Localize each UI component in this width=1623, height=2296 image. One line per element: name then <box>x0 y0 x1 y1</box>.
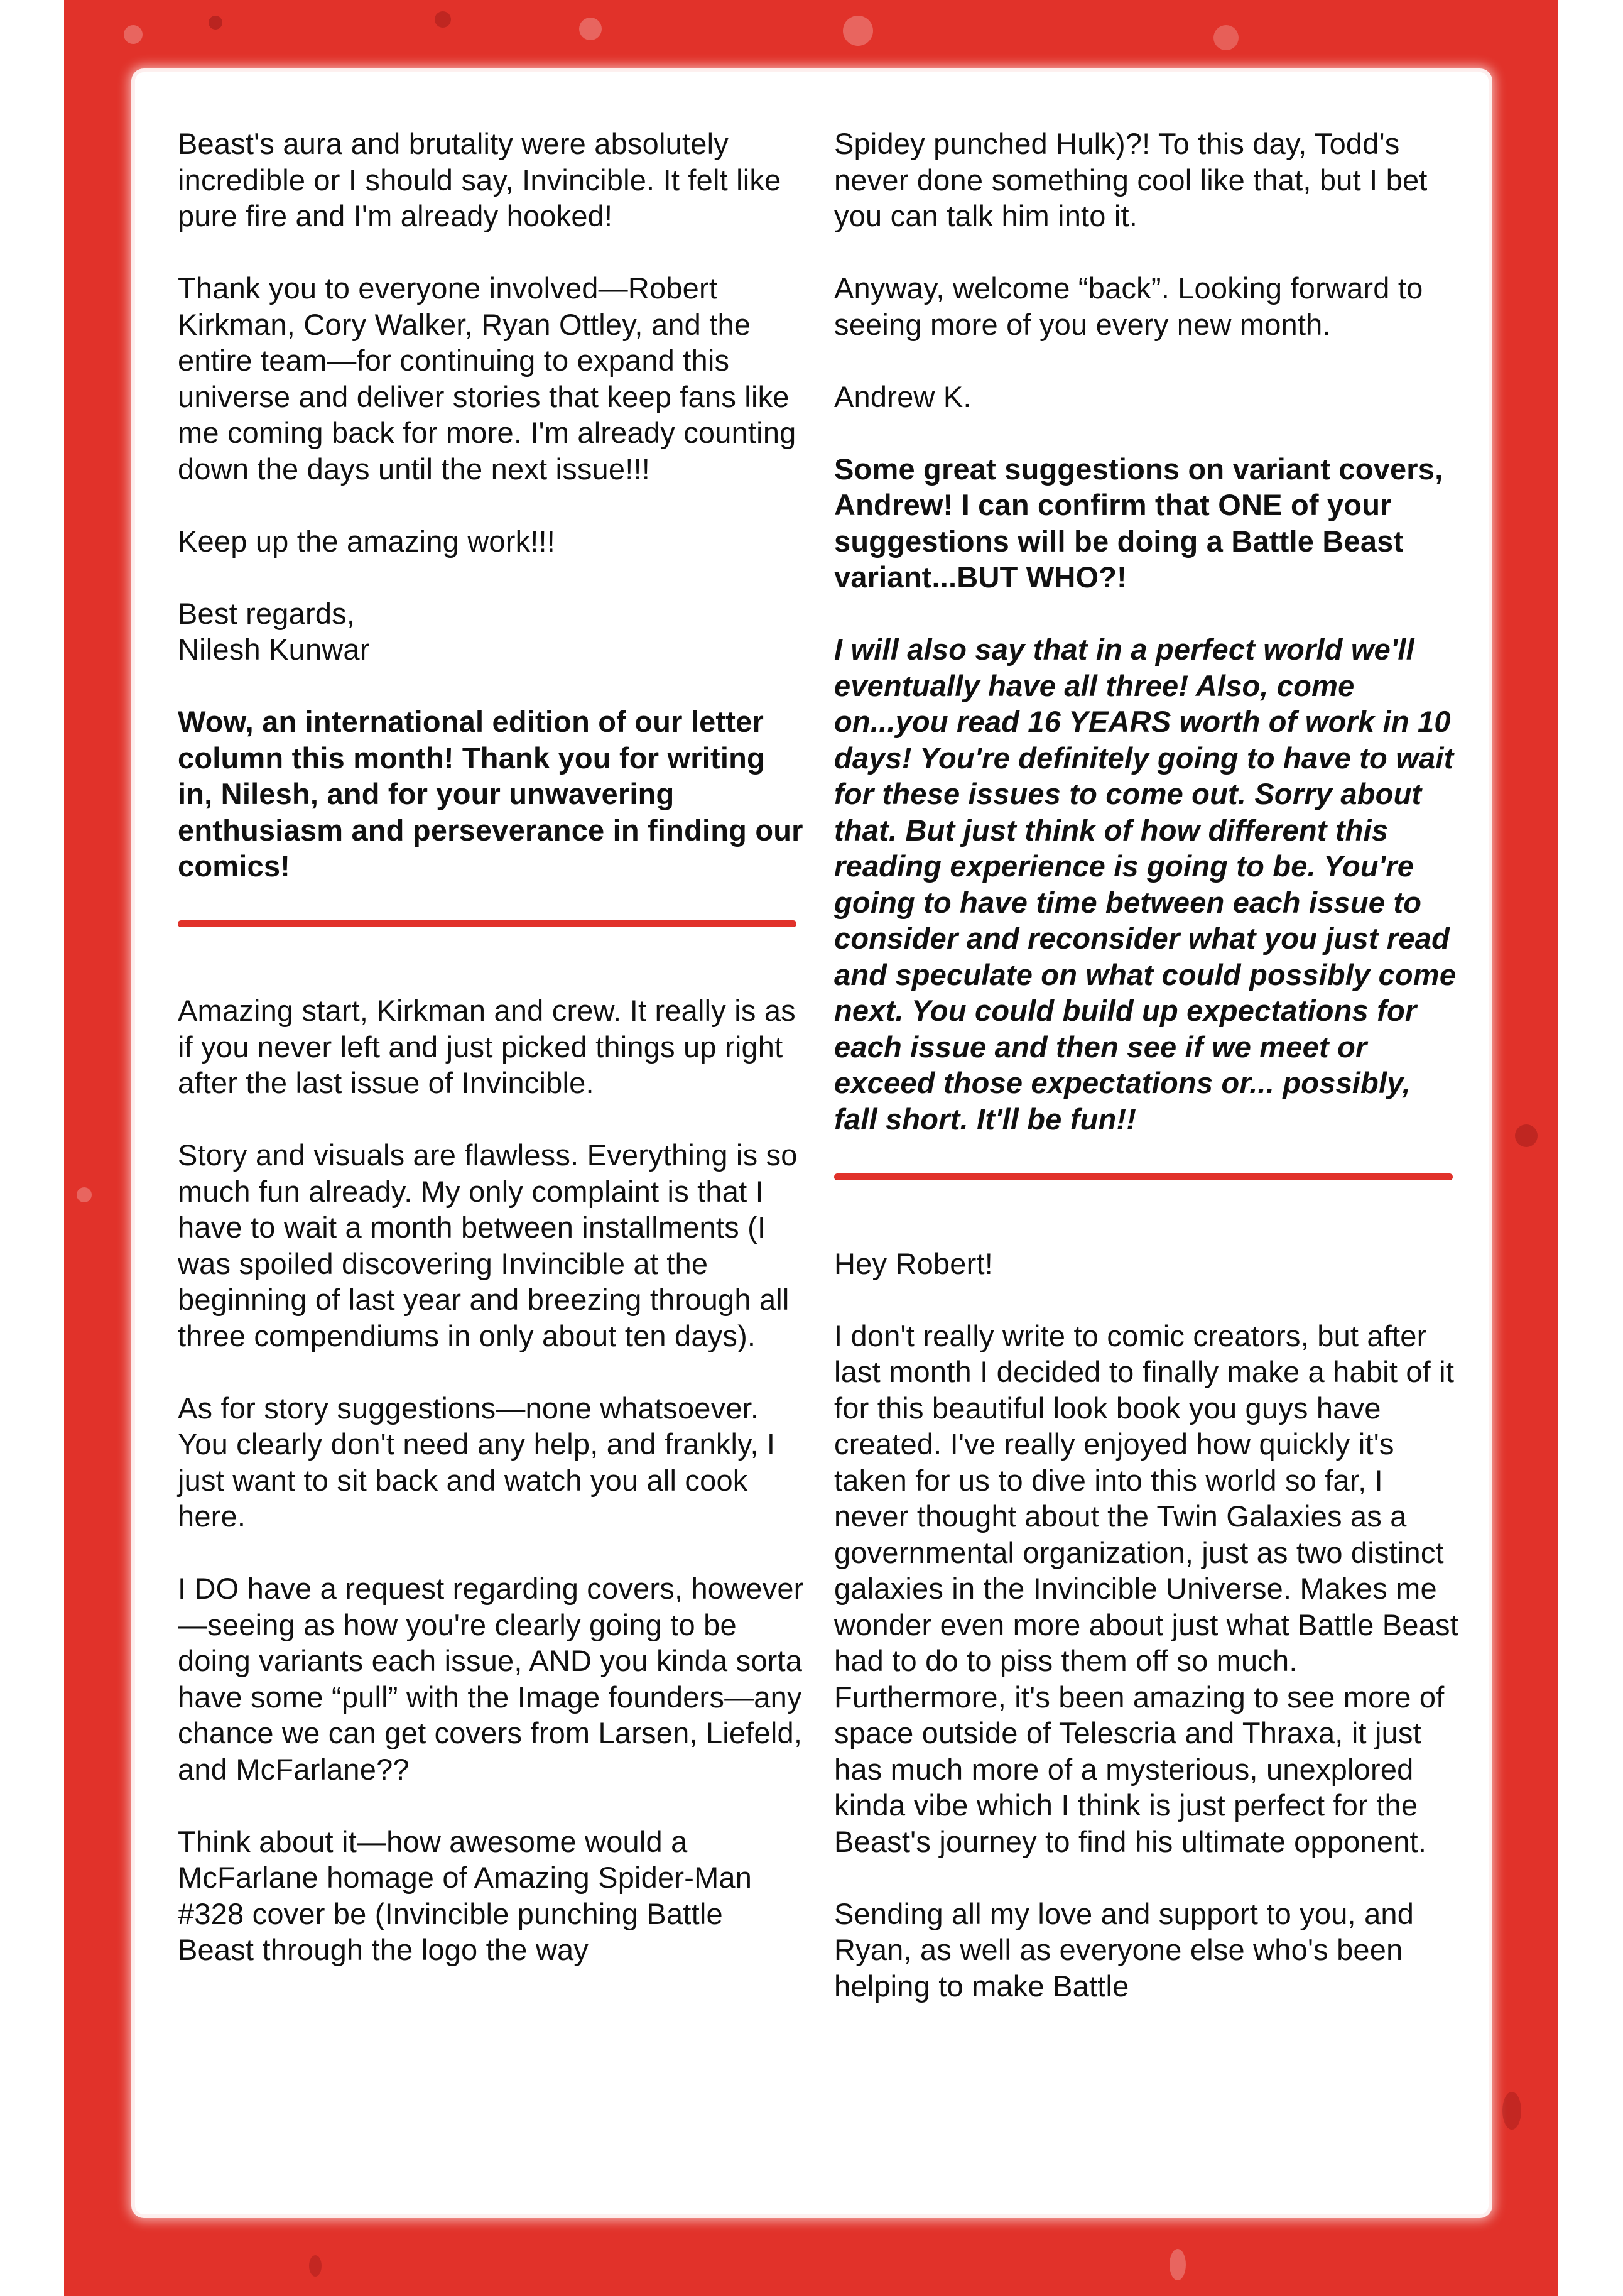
letter-paragraph: Amazing start, Kirkman and crew. It really is as if you never left and just picked things up right after the last issue of Invincible. <box>178 994 796 1099</box>
letter-paragraph: Sending all my love and support to you, and Ryan, as well as everyone else who's been helping to make Battle <box>834 1896 1414 2003</box>
splatter-dot <box>309 2255 322 2277</box>
letter-greeting: Hey Robert! <box>834 1246 993 1280</box>
letter-paragraph: Anyway, welcome “back”. Looking forward to seeing more of you every new month. <box>834 271 1423 341</box>
letter-paragraph: Think about it—how awesome would a McFarlane homage of Amazing Spider-Man #328 cover be (Invincible punching Battle Beast through the logo the way <box>178 1824 752 1966</box>
letter-signature: Nilesh Kunwar <box>178 633 370 666</box>
right-column <box>834 126 1462 2040</box>
letter-paragraph: Thank you to everyone involved—Robert Kirkman, Cory Walker, Ryan Ottley, and the entire team—for continuing to expand this universe and deliver stories that keep fans like me coming back for more. I'm already counting down the days until the next issue!!! <box>178 271 796 486</box>
splatter-dot <box>843 16 873 46</box>
letter-paragraph: Keep up the amazing work!!! <box>178 524 556 558</box>
letter-paragraph: I DO have a request regarding covers, however—seeing as how you're clearly going to be doing variants each issue, AND you kinda sorta have some “pull” with the Image founders—any chance we can get covers from Larsen, Liefeld, and McFarlane?? <box>178 1572 804 1786</box>
editor-reply: Wow, an international edition of our letter column this month! Thank you for writing in, Nilesh, and for your unwavering enthusiasm and perseverance in finding our comics! <box>178 705 803 883</box>
splatter-dot <box>1502 2092 1521 2130</box>
splatter-dot <box>1515 1124 1538 1147</box>
letter-paragraph: Spidey punched Hulk)?! To this day, Todd's never done something cool like that, but I bet you can talk him into it. <box>834 127 1428 232</box>
left-column <box>178 126 806 2004</box>
splatter-dot <box>1170 2249 1186 2280</box>
splatter-dot <box>209 16 222 30</box>
letter-paragraph: I don't really write to comic creators, but after last month I decided to finally make a habit of it for this beautiful look book you guys have created. I've really enjoyed how quickly it's taken for us to dive into this world so far, I never thought about the Twin Galaxies as a governmental organization, just as two distinct galaxies in the Invincible Universe. Makes me wonder even more about just what Battle Beast had to do to piss them off so much. Furthermore, it's been amazing to see more of space outside of Telescria and Thraxa, it just has much more of a mysterious, unexplored kinda vibe which I think is just perfect for the Beast's journey to find his ultimate opponent. <box>834 1319 1458 1858</box>
splatter-dot <box>579 18 602 40</box>
red-divider <box>834 1173 1453 1180</box>
splatter-dot <box>435 11 451 28</box>
letter-signoff: Best regards, <box>178 596 356 630</box>
letter-signature: Andrew K. <box>834 379 972 413</box>
splatter-dot <box>1213 25 1239 50</box>
editor-reply: Some great suggestions on variant covers, Andrew! I can confirm that ONE of your suggestions will be doing a Battle Beast variant...BUT WHO?! <box>834 452 1443 594</box>
splatter-dot <box>77 1187 92 1202</box>
letter-paragraph: Beast's aura and brutality were absolutely incredible or I should say, Invincible. It felt like pure fire and I'm already hooked! <box>178 127 781 232</box>
red-divider <box>178 920 796 927</box>
splatter-dot <box>124 25 143 44</box>
letter-paragraph: Story and visuals are flawless. Everything is so much fun already. My only complaint is that I have to wait a month between installments (I was spoiled discovering Invincible at the beginning of last year and breezing through all three compendiums in only about ten days). <box>178 1138 798 1352</box>
editor-reply-italic: I will also say that in a perfect world we'll eventually have all three! Also, come on...you read 16 YEARS worth of work in 10 days! You're definitely going to have to wait for these issues to come out. Sorry about that. But just think of how different this reading experience is going to be. You're going to have time between each issue to consider and reconsider what you just read and speculate on what could possibly come next. You could build up expectations for each issue and then see if we meet or exceed those expectations or... possibly, fall short. It'll be fun!! <box>834 633 1457 1136</box>
letter-paragraph: As for story suggestions—none whatsoever. You clearly don't need any help, and frankly, I just want to sit back and watch you all cook here. <box>178 1391 776 1533</box>
